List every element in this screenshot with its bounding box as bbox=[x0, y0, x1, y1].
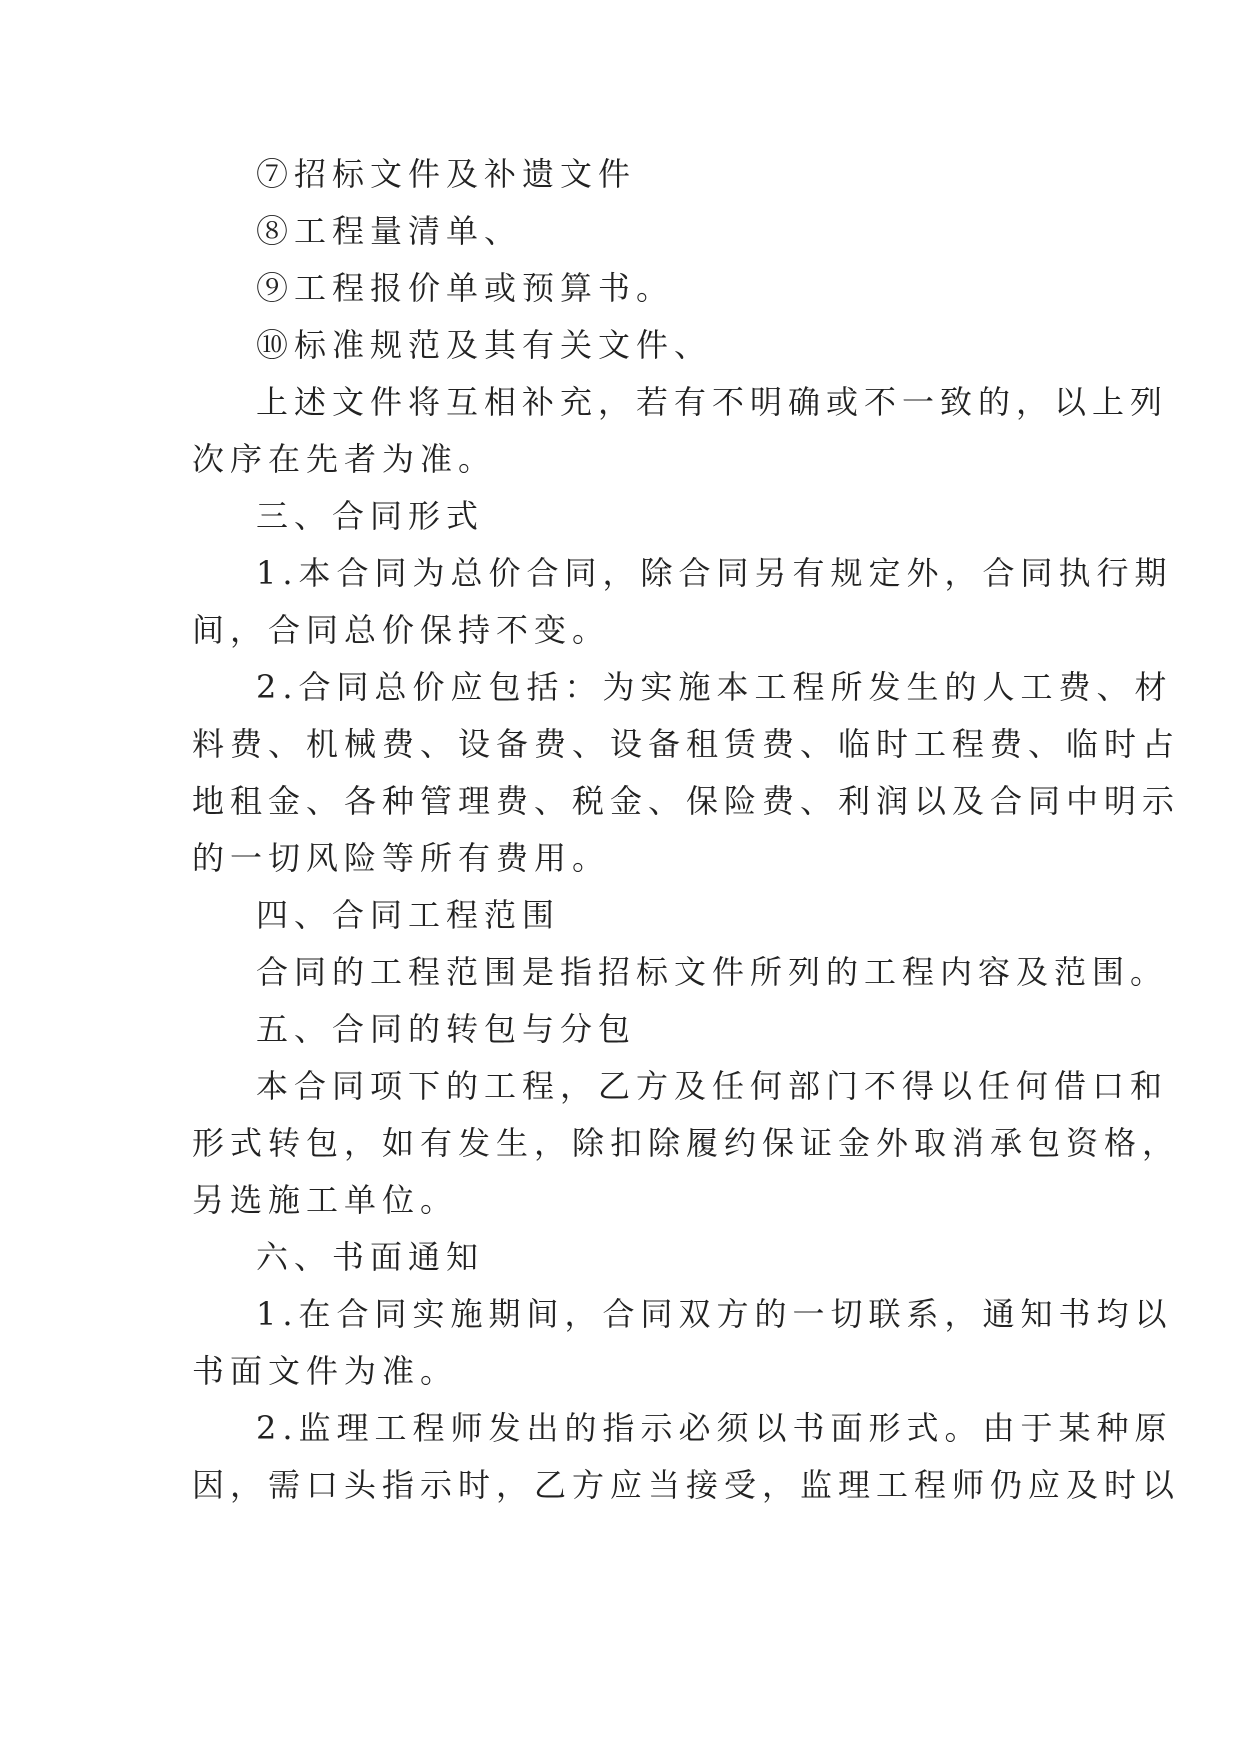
list-item-8: ⑧工程量清单、 bbox=[256, 212, 523, 250]
paragraph-line: 2.监理工程师发出的指示必须以书面形式。由于某种原 bbox=[256, 1409, 1173, 1447]
paragraph-line: 因，需口头指示时，乙方应当接受，监理工程师仍应及时以 bbox=[192, 1466, 1181, 1504]
paragraph-line: 次序在先者为准。 bbox=[192, 440, 497, 478]
paragraph-line: 地租金、各种管理费、税金、保险费、利润以及合同中明示 bbox=[192, 782, 1181, 820]
paragraph-line: 料费、机械费、设备费、设备租赁费、临时工程费、临时占 bbox=[192, 725, 1181, 763]
section-heading-3: 三、合同形式 bbox=[256, 497, 485, 535]
paragraph-line: 上述文件将互相补充，若有不明确或不一致的，以上列 bbox=[256, 383, 1169, 421]
paragraph-line: 1.本合同为总价合同，除合同另有规定外，合同执行期 bbox=[256, 554, 1173, 592]
list-item-10: ⑩标准规范及其有关文件、 bbox=[256, 326, 713, 364]
paragraph-line: 另选施工单位。 bbox=[192, 1181, 459, 1219]
section-heading-4: 四、合同工程范围 bbox=[256, 896, 561, 934]
paragraph-line: 书面文件为准。 bbox=[192, 1352, 459, 1390]
paragraph-line: 本合同项下的工程，乙方及任何部门不得以任何借口和 bbox=[256, 1067, 1169, 1105]
paragraph-line: 2.合同总价应包括：为实施本工程所发生的人工费、材 bbox=[256, 668, 1173, 706]
list-item-9: ⑨工程报价单或预算书。 bbox=[256, 269, 675, 307]
section-heading-5: 五、合同的转包与分包 bbox=[256, 1010, 637, 1048]
paragraph-line: 的一切风险等所有费用。 bbox=[192, 839, 611, 877]
list-item-7: ⑦招标文件及补遗文件 bbox=[256, 155, 637, 193]
paragraph-line: 合同的工程范围是指招标文件所列的工程内容及范围。 bbox=[256, 953, 1169, 991]
paragraph-line: 形式转包，如有发生，除扣除履约保证金外取消承包资格， bbox=[192, 1124, 1181, 1162]
paragraph-line: 间，合同总价保持不变。 bbox=[192, 611, 611, 649]
paragraph-line: 1.在合同实施期间，合同双方的一切联系，通知书均以 bbox=[256, 1295, 1173, 1333]
section-heading-6: 六、书面通知 bbox=[256, 1238, 485, 1276]
